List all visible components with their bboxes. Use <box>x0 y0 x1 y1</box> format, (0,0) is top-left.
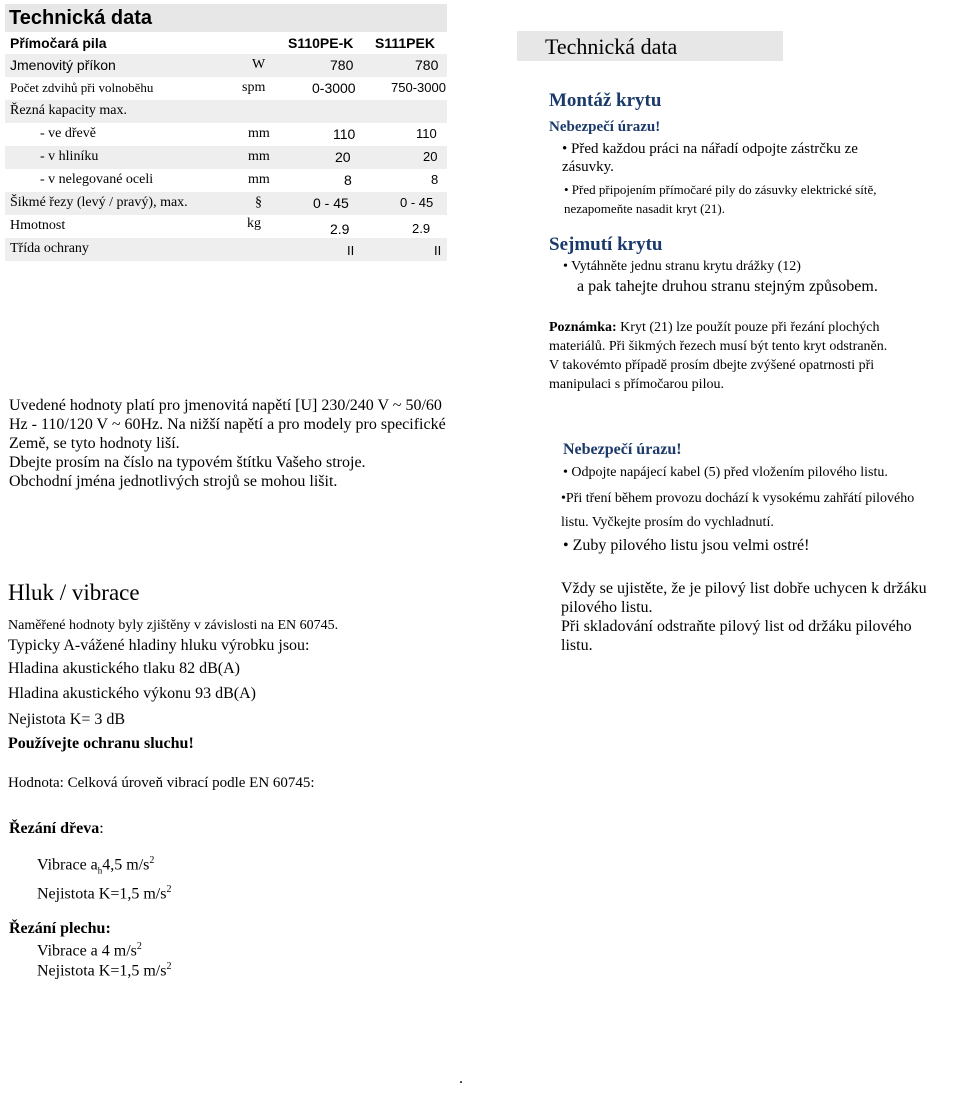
spec-label: - v nelegované oceli <box>40 172 154 187</box>
step-line: listu. Vyčkejte prosím do vychladnutí. <box>561 515 774 530</box>
danger-heading: Nebezpečí úrazu! <box>549 119 661 135</box>
sheet-uncertainty <box>37 961 171 980</box>
note-line: pilového listu. <box>561 599 653 616</box>
blade-step-1: • Odpojte napájecí kabel (5) před vložením pilového listu. <box>563 465 888 480</box>
spec-row <box>5 146 447 169</box>
cover-note <box>549 318 887 394</box>
spec-table <box>5 4 447 261</box>
spec-value-2: 0 - 45 <box>400 195 434 210</box>
spec-title: Technická data <box>5 4 447 32</box>
step-line: • Před připojením přímočaré pily do zásuvky elektrické sítě, <box>564 182 877 197</box>
spec-unit: mm <box>248 172 270 187</box>
right-section-title: Technická data <box>517 31 783 61</box>
note-line: Při skladování odstraňte pilový list od držáku pilového <box>561 618 912 635</box>
voltage-note <box>9 396 446 491</box>
spec-value-1: 0 - 45 <box>313 195 349 211</box>
noise-uncertainty: Nejistota K= 3 dB <box>8 711 126 728</box>
spec-row <box>5 215 447 238</box>
spec-row <box>5 100 447 123</box>
noise-title: Hluk / vibrace <box>8 580 140 605</box>
spec-unit: § <box>255 195 262 210</box>
wood-cutting-title: Řezání dřeva <box>9 820 100 837</box>
wood-vibration <box>37 855 154 876</box>
spec-label: - v hliníku <box>40 149 99 164</box>
spec-value-2: II <box>434 243 442 258</box>
spec-value-2: 20 <box>423 149 438 164</box>
note-line <box>549 318 887 337</box>
blade-storage-note <box>561 579 927 655</box>
spec-row <box>5 123 447 146</box>
unit-superscript: 2 <box>149 855 155 866</box>
sheet-cutting-title: Řezání plechu: <box>9 920 111 937</box>
spec-value-2: 2.9 <box>412 221 431 236</box>
footer-dot: . <box>459 1070 463 1087</box>
spec-value-2: 750-3000 <box>391 80 446 95</box>
hearing-protection-warning: Používejte ochranu sluchu! <box>8 735 194 752</box>
spec-row <box>5 169 447 192</box>
note-line: Uvedené hodnoty platí pro jmenovitá napětí [U] 230/240 V ~ 50/60 <box>9 397 442 414</box>
spec-value-1: II <box>347 243 355 258</box>
note-line: Vždy se ujistěte, že je pilový list dobře uchycen k držáku <box>561 580 927 597</box>
mount-cover-heading: Montáž krytu <box>549 90 662 111</box>
mount-step-1 <box>562 140 858 176</box>
spec-value-1: 110 <box>333 126 356 142</box>
wood-vibration-sub: h <box>97 865 103 876</box>
noise-power: Hladina akustického výkonu 93 dB(A) <box>8 685 256 702</box>
blade-step-2 <box>561 487 914 535</box>
sheet-vibration <box>37 941 142 960</box>
spec-value-1: 2.9 <box>330 221 350 237</box>
blade-step-3: • Zuby pilového listu jsou velmi ostré! <box>563 537 810 554</box>
note-line: Dbejte prosím na číslo na typovém štítku Vašeho stroje. <box>9 454 366 471</box>
noise-pressure: Hladina akustického tlaku 82 dB(A) <box>8 660 240 677</box>
spec-value-2: 110 <box>416 126 437 141</box>
spec-label: Počet zdvihů při volnoběhu <box>10 80 154 95</box>
spec-value-2: 8 <box>431 172 439 187</box>
remove-cover-heading: Sejmutí krytu <box>549 234 663 255</box>
step-line: •Při tření během provozu dochází k vysokému zahřátí pilového <box>561 491 915 506</box>
wood-uncertainty <box>37 884 171 903</box>
noise-typical: Typicky A-vážené hladiny hluku výrobku jsou: <box>8 637 310 654</box>
step-line: nezapomeňte nasadit kryt (21). <box>564 201 725 216</box>
spec-value-1: 8 <box>344 172 352 188</box>
spec-unit: mm <box>248 126 270 141</box>
spec-value-1: 780 <box>330 57 354 73</box>
spec-label: Šikmé řezy (levý / pravý), max. <box>10 195 188 210</box>
spec-row <box>5 238 447 261</box>
note-line: V takovémto případě prosím dbejte zvýšené opatrnosti při <box>549 358 875 373</box>
step-line: zásuvky. <box>562 159 614 175</box>
spec-value-2: 780 <box>415 57 439 73</box>
spec-label: Hmotnost <box>10 218 66 233</box>
spec-unit: spm <box>242 80 266 95</box>
spec-label: Třída ochrany <box>10 241 89 256</box>
spec-row <box>5 192 447 215</box>
spec-label: Jmenovitý příkon <box>10 57 116 73</box>
unit-superscript: 2 <box>166 961 172 972</box>
wood-vibration-label: Vibrace a <box>37 856 98 874</box>
unit-superscript: 2 <box>166 884 172 895</box>
spec-product-label: Přímočará pila <box>10 35 107 51</box>
note-label: Poznámka: <box>549 320 617 335</box>
mount-step-2 <box>564 180 877 218</box>
unit-superscript: 2 <box>136 941 142 952</box>
wood-uncertainty-value: Nejistota K=1,5 m/s <box>37 885 167 903</box>
vibration-total: Hodnota: Celková úroveň vibrací podle EN 60745: <box>8 775 315 791</box>
note-line: Obchodní jména jednotlivých strojů se mohou lišit. <box>9 473 338 490</box>
danger-heading-2: Nebezpečí úrazu! <box>563 441 682 458</box>
spec-label: - ve dřevě <box>40 126 96 141</box>
spec-unit: mm <box>248 149 270 164</box>
note-line: materiálů. Při šikmých řezech musí být tento kryt odstraněn. <box>549 339 888 354</box>
spec-unit: kg <box>247 216 261 231</box>
sheet-vibration-value: Vibrace a 4 m/s <box>37 942 137 960</box>
wood-cutting-colon: : <box>99 820 104 837</box>
step-line: • Před každou práci na nářadí odpojte zástrčku ze <box>562 141 858 157</box>
note-line: Hz - 110/120 V ~ 60Hz. Na nižší napětí a pro modely pro specifické <box>9 416 446 433</box>
spec-row <box>5 54 447 77</box>
spec-header-row <box>5 32 447 54</box>
sheet-uncertainty-value: Nejistota K=1,5 m/s <box>37 962 167 980</box>
noise-measured: Naměřené hodnoty byly zjištěny v závislosti na EN 60745. <box>8 618 339 633</box>
note-line: listu. <box>561 637 593 654</box>
note-line: Země, se tyto hodnoty liší. <box>9 435 180 452</box>
wood-vibration-value: 4,5 m/s <box>102 856 150 874</box>
wood-cutting-heading <box>9 820 104 838</box>
note-line: manipulaci s přímočarou pilou. <box>549 377 724 392</box>
spec-unit: W <box>252 57 266 72</box>
note-text: Kryt (21) lze použít pouze při řezání plochých <box>616 320 880 335</box>
spec-row <box>5 77 447 100</box>
spec-value-1: 20 <box>335 149 351 165</box>
remove-step-1b: a pak tahejte druhou stranu stejným způsobem. <box>577 278 878 295</box>
spec-model-2: S111PEK <box>375 35 435 51</box>
remove-step-1a: • Vytáhněte jednu stranu krytu drážky (12) <box>563 259 801 274</box>
spec-model-1: S110PE-K <box>288 35 354 51</box>
spec-label: Řezná kapacity max. <box>10 103 128 118</box>
spec-value-1: 0-3000 <box>312 80 356 96</box>
